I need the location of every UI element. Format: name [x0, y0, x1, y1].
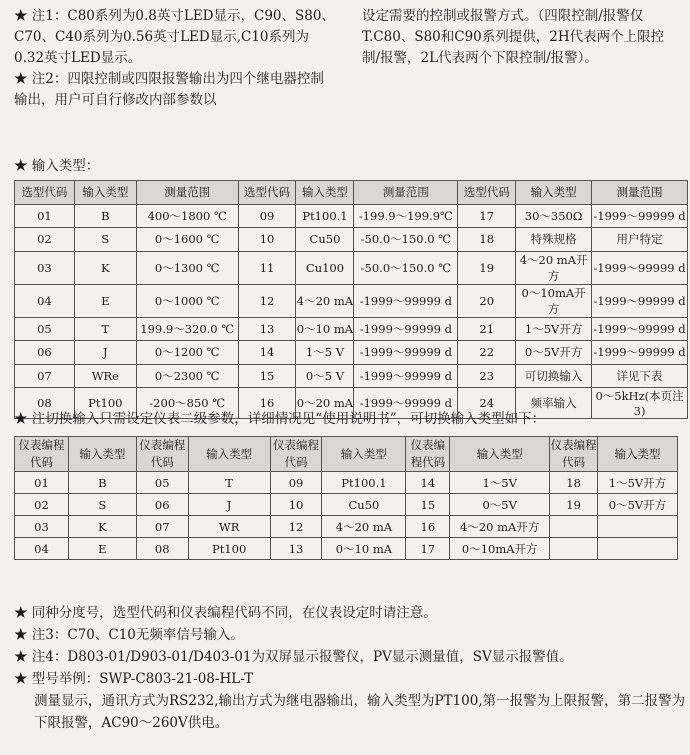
table-cell: 30～350Ω: [516, 204, 592, 228]
table-cell: 06: [15, 341, 75, 365]
table-cell: 03: [15, 251, 75, 284]
model-example-description: 测量显示，通讯方式为RS232,输出方式为继电器输出，输入类型为PT100,第一报警为上限报警，第二报警为下限报警，AC90～260V供电。: [34, 693, 686, 731]
table-cell: S: [68, 494, 136, 516]
column-header: 输入类型: [296, 181, 354, 205]
table-cell: 18: [458, 228, 516, 252]
table-cell: T: [74, 317, 136, 341]
table-cell: 16: [238, 388, 296, 419]
column-header: 输入类型: [598, 437, 678, 472]
table-cell: 0～1200 ℃: [136, 341, 238, 365]
table-cell: 0～1300 ℃: [136, 251, 238, 284]
table-cell: -1999～99999 d: [592, 204, 688, 228]
column-header: 输入类型: [68, 437, 136, 472]
table-cell: 03: [15, 516, 69, 538]
table-cell: 14: [406, 472, 450, 494]
table-header-row: [15, 437, 678, 472]
table-cell: 1～5 V: [296, 341, 354, 365]
column-header: 输入类型: [74, 181, 136, 205]
table-cell: Cu50: [296, 228, 354, 252]
table-cell: [550, 516, 598, 538]
table-cell: Pt100.1: [322, 472, 406, 494]
table-cell: 0～20 mA: [296, 388, 354, 419]
table-cell: 16: [406, 516, 450, 538]
table-cell: 01: [15, 204, 75, 228]
table-cell: 18: [550, 472, 598, 494]
table-cell: 20: [458, 284, 516, 317]
table-cell: -199.9～199.9℃: [354, 204, 458, 228]
column-header: 选型代码: [238, 181, 296, 205]
table-cell: 0～5kHz(本页注3): [592, 388, 688, 419]
note-same-index: ★ 同种分度号，选型代码和仪表编程代码不同，在仪表设定时请注意。: [14, 605, 437, 621]
table-cell: 0～5V开方: [598, 494, 678, 516]
input-type-table: [14, 180, 688, 419]
table-cell: T: [188, 472, 270, 494]
note-3: ★ 注3：C70、C10无频率信号输入。: [14, 627, 244, 643]
table-cell: 05: [15, 317, 75, 341]
column-header: 输入类型: [322, 437, 406, 472]
table-row: [15, 494, 678, 516]
column-header: 仪表编程代码: [270, 437, 322, 472]
table-cell: 0～2300 ℃: [136, 364, 238, 388]
switch-input-heading: ★ 注切换输入只需设定仪表二级参数，详细情况见“使用说明书”，可切换输入类型如下：: [14, 411, 546, 427]
table-cell: 0～5 V: [296, 364, 354, 388]
table-cell: Pt100: [74, 388, 136, 419]
table-cell: WR: [188, 516, 270, 538]
table-cell: -1999～99999 d: [592, 284, 688, 317]
table-cell: [550, 538, 598, 560]
table-cell: 11: [238, 251, 296, 284]
table-cell: 15: [406, 494, 450, 516]
table-cell: 22: [458, 341, 516, 365]
table-cell: 08: [136, 538, 188, 560]
table-cell: Cu50: [322, 494, 406, 516]
table-cell: -1999～99999 d: [354, 364, 458, 388]
table-cell: 0～10 mA: [296, 317, 354, 341]
table-row: [15, 341, 688, 365]
table-cell: K: [74, 251, 136, 284]
table1-body: [15, 204, 688, 419]
table-cell: 09: [238, 204, 296, 228]
note-4: ★ 注4：D803-01/D903-01/D403-01为双屏显示报警仪，PV显示测量值，SV显示报警值。: [14, 649, 573, 665]
table-row: [15, 204, 688, 228]
switch-input-table: [14, 436, 678, 560]
table-cell: -50.0～150.0 ℃: [354, 251, 458, 284]
table-row: [15, 472, 678, 494]
table-cell: 4～20 mA开方: [516, 251, 592, 284]
table-cell: 12: [238, 284, 296, 317]
table-cell: [598, 516, 678, 538]
table-cell: 199.9～320.0 ℃: [136, 317, 238, 341]
table-cell: 08: [15, 388, 75, 419]
table-header-row: [15, 181, 688, 205]
table-cell: 10: [270, 494, 322, 516]
table-cell: J: [188, 494, 270, 516]
table-cell: S: [74, 228, 136, 252]
table-cell: [598, 538, 678, 560]
table-cell: 频率输入: [516, 388, 592, 419]
table-cell: 01: [15, 472, 69, 494]
table-cell: 4～20 mA开方: [450, 516, 550, 538]
column-header: 输入类型: [516, 181, 592, 205]
table-cell: 23: [458, 364, 516, 388]
column-header: 仪表编程代码: [550, 437, 598, 472]
table-cell: 12: [270, 516, 322, 538]
table-cell: Pt100: [188, 538, 270, 560]
table-cell: K: [68, 516, 136, 538]
column-header: 测量范围: [592, 181, 688, 205]
table-cell: 07: [15, 364, 75, 388]
table-cell: Pt100.1: [296, 204, 354, 228]
table-cell: 17: [406, 538, 450, 560]
table-cell: 特殊规格: [516, 228, 592, 252]
table-row: [15, 538, 678, 560]
table-cell: 14: [238, 341, 296, 365]
table-cell: 05: [136, 472, 188, 494]
table-cell: 详见下表: [592, 364, 688, 388]
table-cell: 24: [458, 388, 516, 419]
table-cell: -1999～99999 d: [592, 317, 688, 341]
table-cell: 02: [15, 494, 69, 516]
table-cell: 04: [15, 284, 75, 317]
table-row: [15, 364, 688, 388]
table-row: [15, 251, 688, 284]
table-cell: 4～20 mA: [322, 516, 406, 538]
table-cell: 10: [238, 228, 296, 252]
table-cell: -50.0～150.0 ℃: [354, 228, 458, 252]
table-cell: 06: [136, 494, 188, 516]
column-header: 选型代码: [15, 181, 75, 205]
table-cell: 0～10 mA: [322, 538, 406, 560]
column-header: 选型代码: [458, 181, 516, 205]
table-cell: 17: [458, 204, 516, 228]
table-cell: 4～20 mA: [296, 284, 354, 317]
table-cell: 400～1800 ℃: [136, 204, 238, 228]
table-cell: 0～1600 ℃: [136, 228, 238, 252]
table-row: [15, 317, 688, 341]
intro-right: 设定需要的控制或报警方式。（四限控制/报警仅T.C80、S80和C90系列提供，2H代表两个上限控制/报警，2L代表两个下限控制/报警）。: [362, 8, 665, 66]
table-cell: E: [74, 284, 136, 317]
table-cell: 0～10mA开方: [516, 284, 592, 317]
table-cell: 15: [238, 364, 296, 388]
table-cell: 可切换输入: [516, 364, 592, 388]
table-cell: -1999～99999 d: [592, 341, 688, 365]
table-cell: 0～10mA开方: [450, 538, 550, 560]
table-cell: 19: [458, 251, 516, 284]
table-cell: B: [68, 472, 136, 494]
table-cell: 13: [270, 538, 322, 560]
note-2: ★ 注2：四限控制或四限报警输出为四个继电器控制输出，用户可自行修改内部参数以: [14, 71, 324, 108]
column-header: 测量范围: [136, 181, 238, 205]
table-cell: 04: [15, 538, 69, 560]
table-cell: 07: [136, 516, 188, 538]
table-cell: 21: [458, 317, 516, 341]
table-cell: 0～1000 ℃: [136, 284, 238, 317]
table-cell: B: [74, 204, 136, 228]
model-example: ★ 型号举例：SWP-C803-21-08-HL-T: [14, 671, 254, 687]
table-cell: 0～5V: [450, 494, 550, 516]
table-cell: 1～5V: [450, 472, 550, 494]
table-cell: 1～5V开方: [516, 317, 592, 341]
table-cell: J: [74, 341, 136, 365]
column-header: 输入类型: [450, 437, 550, 472]
table2-body: [15, 472, 678, 560]
table-cell: -1999～99999 d: [592, 251, 688, 284]
column-header: 仪表编程代码: [136, 437, 188, 472]
table-cell: 0～5V开方: [516, 341, 592, 365]
table-cell: -1999～99999 d: [354, 284, 458, 317]
note-1: ★ 注1：C80系列为0.8英寸LED显示，C90、S80、C70、C40系列为0.56英寸LED显示,C10系列为0.32英寸LED显示。: [14, 8, 335, 66]
table-cell: 02: [15, 228, 75, 252]
table-row: [15, 228, 688, 252]
footer-notes: [14, 602, 686, 734]
table-row: [15, 516, 678, 538]
table-cell: 13: [238, 317, 296, 341]
table-cell: -1999～99999 d: [354, 317, 458, 341]
table-cell: 用户特定: [592, 228, 688, 252]
intro-left: [14, 6, 336, 111]
table-cell: 1～5V开方: [598, 472, 678, 494]
input-type-heading: ★ 输入类型：: [14, 158, 100, 174]
table-cell: -1999～99999 d: [354, 341, 458, 365]
table-row: [15, 284, 688, 317]
column-header: 仪表编程代码: [406, 437, 450, 472]
column-header: 仪表编程代码: [15, 437, 69, 472]
table-cell: -1999～99999 d: [354, 388, 458, 419]
table-cell: 19: [550, 494, 598, 516]
column-header: 测量范围: [354, 181, 458, 205]
table-cell: WRe: [74, 364, 136, 388]
table-cell: E: [68, 538, 136, 560]
table-cell: -200～850 ℃: [136, 388, 238, 419]
column-header: 输入类型: [188, 437, 270, 472]
table-cell: Cu100: [296, 251, 354, 284]
table-cell: 09: [270, 472, 322, 494]
